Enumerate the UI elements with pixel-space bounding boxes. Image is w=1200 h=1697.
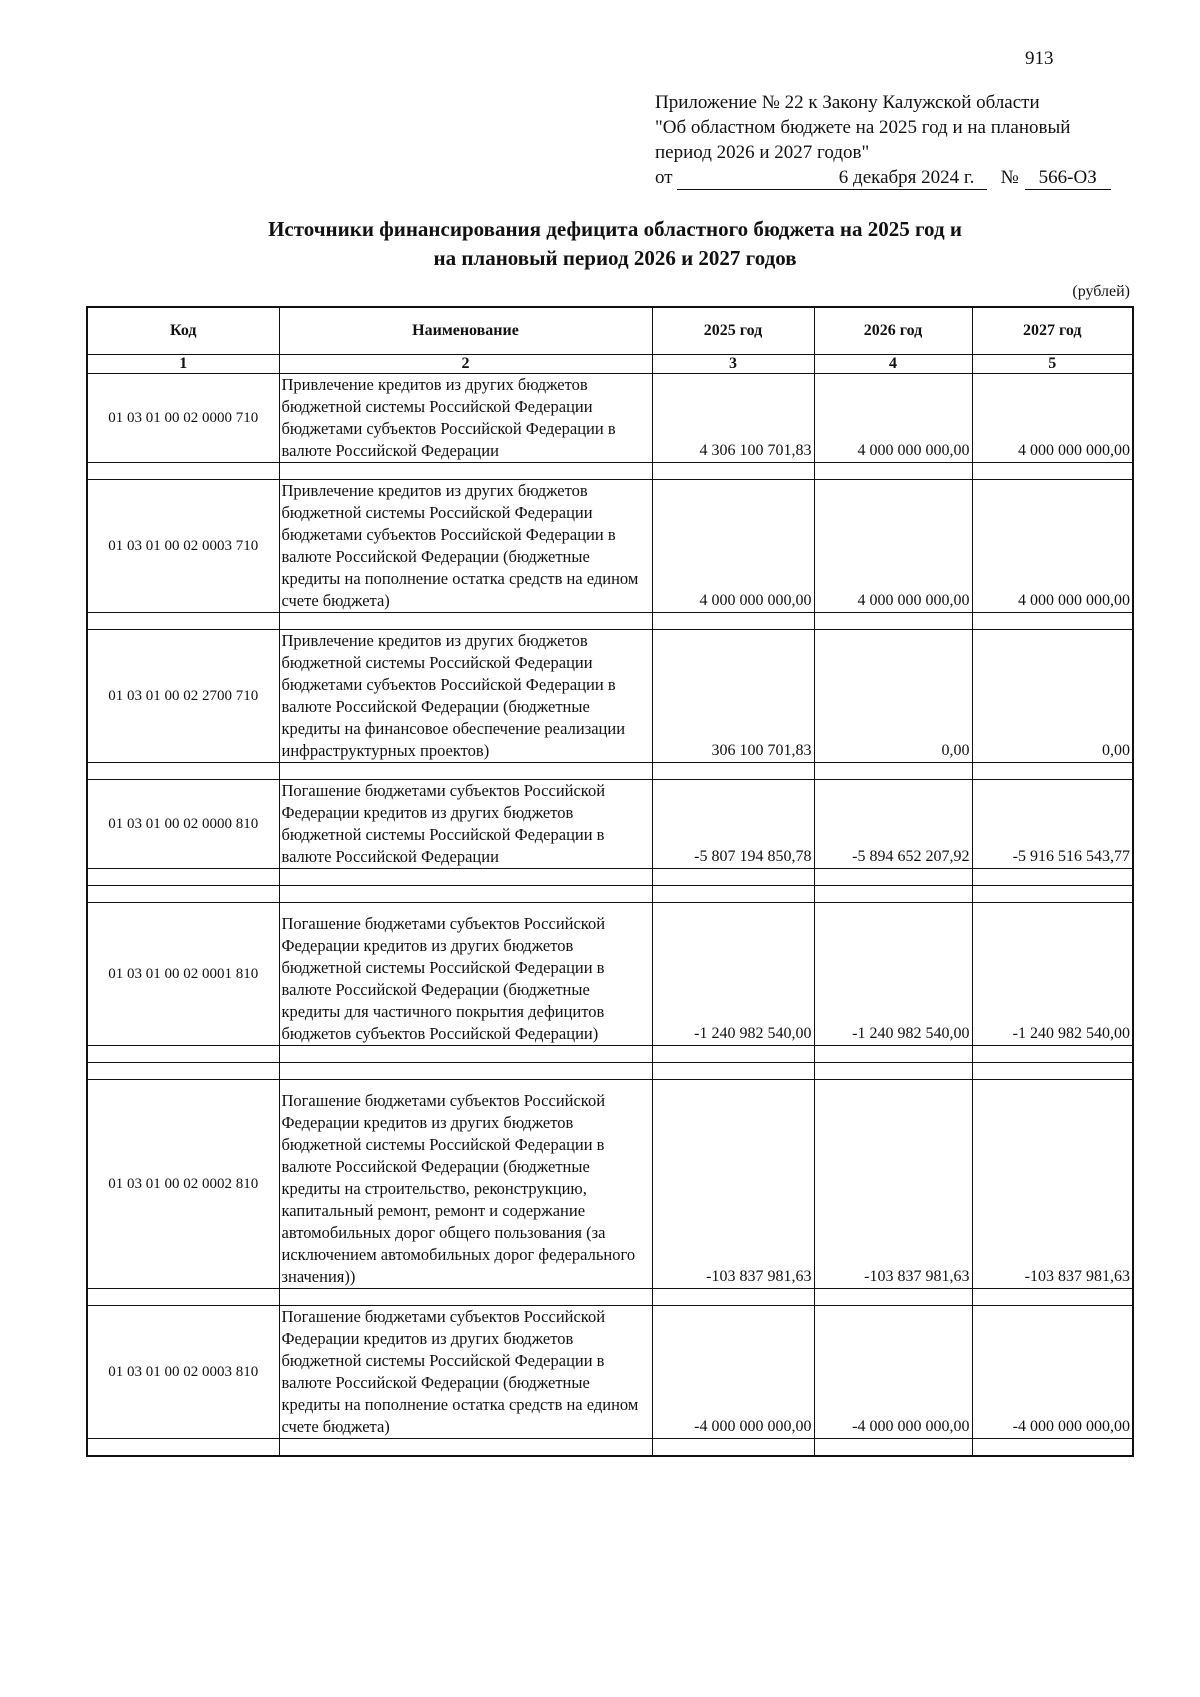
row-code: 01 03 01 00 02 0000 810 [87, 780, 279, 869]
spacer-row [87, 1046, 1133, 1063]
row-amount-2027: 0,00 [972, 630, 1133, 763]
appendix-line-2: "Об областном бюджете на 2025 год и на плановый [655, 117, 1071, 138]
header-2025: 2025 год [652, 307, 814, 355]
column-number: 1 [87, 355, 279, 374]
law-date-value: 6 декабря 2024 г. [838, 167, 975, 188]
row-name: Привлечение кредитов из других бюджетов бюджетной системы Российской Федерации бюджетами субъектов Российской Федерации в валюте Российской Федерации [279, 374, 652, 463]
table-row [87, 630, 1133, 763]
row-name: Погашение бюджетами субъектов Российской Федерации кредитов из других бюджетов бюджетной системы Российской Федерации в валюте Российской Федерации (бюджетные кредиты на пополнение остатка средств на едином счете бюджета) [279, 1306, 652, 1439]
row-amount-2027: 4 000 000 000,00 [972, 374, 1133, 463]
row-code: 01 03 01 00 02 0003 810 [87, 1306, 279, 1439]
column-number: 5 [972, 355, 1133, 374]
spacer-row [87, 886, 1133, 903]
row-amount-2025: -4 000 000 000,00 [652, 1306, 814, 1439]
document-title-line-1: Источники финансирования дефицита областного бюджета на 2025 год и [268, 217, 962, 241]
law-number: 566-ОЗ [1025, 167, 1111, 190]
row-amount-2027: 4 000 000 000,00 [972, 480, 1133, 613]
row-name: Привлечение кредитов из других бюджетов бюджетной системы Российской Федерации бюджетами субъектов Российской Федерации в валюте Российской Федерации (бюджетные кредиты на финансовое обеспечение реализации инфраструктурных проектов) [279, 630, 652, 763]
row-amount-2026: 4 000 000 000,00 [814, 374, 972, 463]
row-code: 01 03 01 00 02 0003 710 [87, 480, 279, 613]
row-code: 01 03 01 00 02 0000 710 [87, 374, 279, 463]
row-amount-2026: 4 000 000 000,00 [814, 480, 972, 613]
table-row [87, 480, 1133, 613]
row-amount-2027: -103 837 981,63 [972, 1080, 1133, 1289]
appendix-line-3: период 2026 и 2027 годов" [655, 142, 870, 163]
row-code: 01 03 01 00 02 0001 810 [87, 903, 279, 1046]
row-amount-2026: -4 000 000 000,00 [814, 1306, 972, 1439]
row-amount-2025: -5 807 194 850,78 [652, 780, 814, 869]
row-amount-2026: -103 837 981,63 [814, 1080, 972, 1289]
spacer-row [87, 869, 1133, 886]
spacer-row [87, 763, 1133, 780]
row-name: Погашение бюджетами субъектов Российской Федерации кредитов из других бюджетов бюджетной системы Российской Федерации в валюте Российской Федерации (бюджетные кредиты на строительство, реконструкцию, капитальный ремонт, ремонт и содержание автомобильных дорог общего пользования (за исключением автомобильных дорог федерального значения)) [279, 1080, 652, 1289]
table-row [87, 1080, 1133, 1289]
row-amount-2027: -5 916 516 543,77 [972, 780, 1133, 869]
row-amount-2025: 306 100 701,83 [652, 630, 814, 763]
spacer-row [87, 1439, 1133, 1457]
column-number: 2 [279, 355, 652, 374]
spacer-row [87, 1063, 1133, 1080]
row-amount-2025: -1 240 982 540,00 [652, 903, 814, 1046]
header-2027: 2027 год [972, 307, 1133, 355]
row-name: Погашение бюджетами субъектов Российской Федерации кредитов из других бюджетов бюджетной системы Российской Федерации в валюте Российской Федерации [279, 780, 652, 869]
row-name: Привлечение кредитов из других бюджетов бюджетной системы Российской Федерации бюджетами субъектов Российской Федерации в валюте Российской Федерации (бюджетные кредиты на пополнение остатка средств на едином счете бюджета) [279, 480, 652, 613]
document-title [140, 215, 1090, 273]
law-date [677, 167, 987, 190]
column-number-row [87, 355, 1133, 374]
header-2026: 2026 год [814, 307, 972, 355]
table-row [87, 374, 1133, 463]
row-amount-2026: 0,00 [814, 630, 972, 763]
header-code: Код [87, 307, 279, 355]
row-amount-2026: -5 894 652 207,92 [814, 780, 972, 869]
table-header-row [87, 307, 1133, 355]
column-number: 3 [652, 355, 814, 374]
spacer-row [87, 1289, 1133, 1306]
appendix-header [655, 90, 1135, 190]
number-label: № [1000, 167, 1019, 188]
table-row [87, 780, 1133, 869]
column-number: 4 [814, 355, 972, 374]
row-amount-2026: -1 240 982 540,00 [814, 903, 972, 1046]
appendix-date-line [655, 165, 1135, 190]
appendix-line-1: Приложение № 22 к Закону Калужской области [655, 92, 1040, 113]
table-row [87, 1306, 1133, 1439]
financing-sources-table [86, 306, 1134, 1457]
spacer-row [87, 463, 1133, 480]
row-code: 01 03 01 00 02 0002 810 [87, 1080, 279, 1289]
header-name: Наименование [279, 307, 652, 355]
row-amount-2025: -103 837 981,63 [652, 1080, 814, 1289]
row-code: 01 03 01 00 02 2700 710 [87, 630, 279, 763]
document-title-line-2: на плановый период 2026 и 2027 годов [433, 246, 797, 270]
row-amount-2027: -4 000 000 000,00 [972, 1306, 1133, 1439]
from-label: от [655, 167, 673, 188]
row-amount-2027: -1 240 982 540,00 [972, 903, 1133, 1046]
units-label: (рублей) [1072, 283, 1130, 300]
row-amount-2025: 4 306 100 701,83 [652, 374, 814, 463]
table-row [87, 903, 1133, 1046]
spacer-row [87, 613, 1133, 630]
row-amount-2025: 4 000 000 000,00 [652, 480, 814, 613]
page-number: 913 [1025, 48, 1054, 69]
row-name: Погашение бюджетами субъектов Российской Федерации кредитов из других бюджетов бюджетной системы Российской Федерации в валюте Российской Федерации (бюджетные кредиты для частичного покрытия дефицитов бюджетов субъектов Российской Федерации) [279, 903, 652, 1046]
